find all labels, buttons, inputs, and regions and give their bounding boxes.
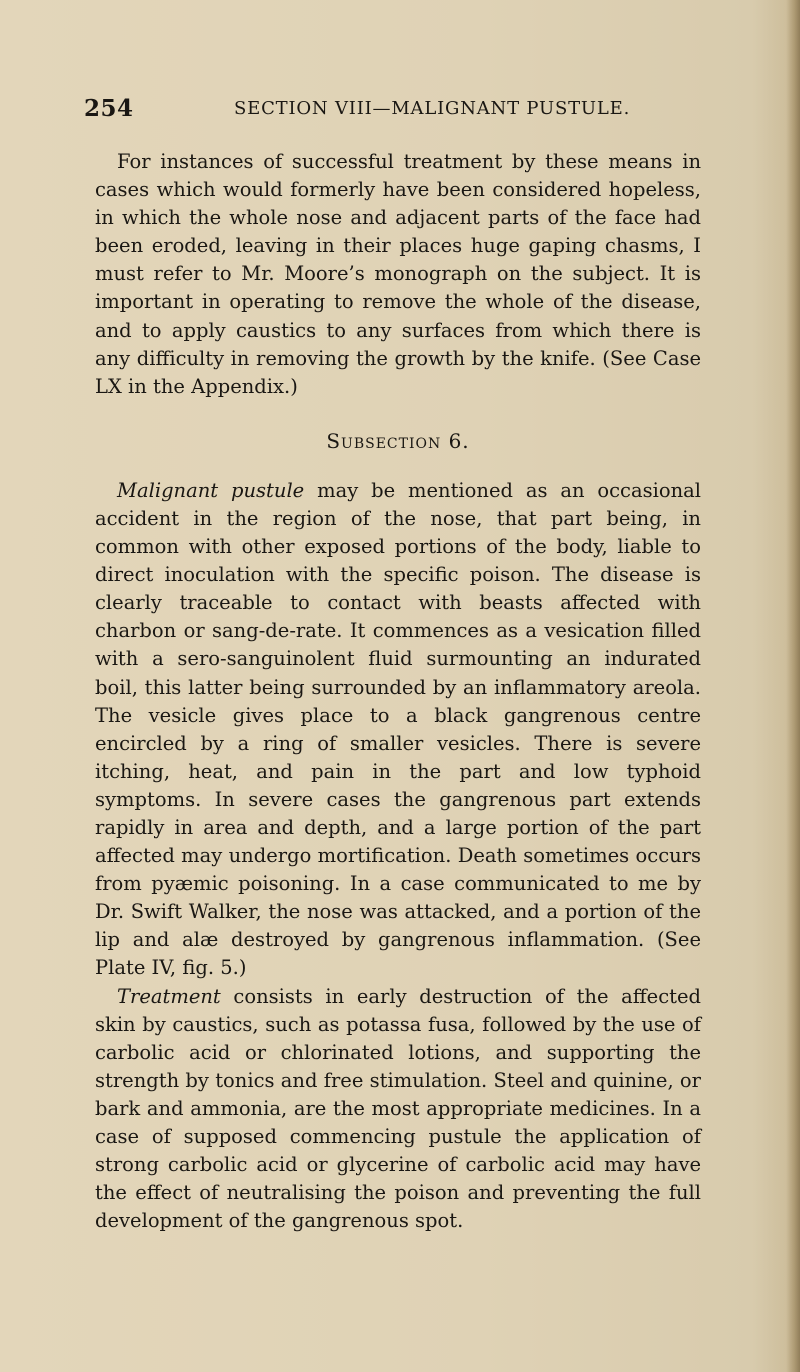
paragraph-malignant-pustule xyxy=(95,477,701,983)
page-number: 254 xyxy=(84,95,134,122)
italic-term-malignant-pustule: Malignant pustule xyxy=(117,478,305,502)
paragraph-treatment xyxy=(95,983,701,1236)
paragraph-treatment-text: consists in early destruction of the affected skin by caustics, such as potassa fusa, followed by the use of carbolic acid or chlorinated lotions, and supporting the strength by tonics and free stimulation. Steel and quinine, or bark and ammonia, are the most appropriate medicines. In a case of supposed commencing pustule the application of strong carbolic acid or glycerine of carbolic acid may have the effect of neutralising the poison and preventing the full development of the gangrenous spot. xyxy=(95,984,701,1233)
running-head xyxy=(84,95,644,131)
section-title: SECTION VIII—MALIGNANT PUSTULE. xyxy=(234,98,631,119)
page-edge-shadow xyxy=(786,0,800,1372)
paragraph-treatment-cases: For instances of successful treatment by these means in cases which would formerly have been considered hopeless, in which the whole nose and adjacent parts of the face had been eroded, leaving in their places huge gaping chasms, I must refer to Mr. Moore’s monograph on the subject. It is important in operating to remove the whole of the disease, and to apply caustics to any surfaces from which there is any difficulty in removing the growth by the knife. (See Case LX in the Appendix.) xyxy=(95,150,701,398)
subsection-heading: Subsection 6. xyxy=(326,428,470,453)
italic-term-treatment: Treatment xyxy=(117,984,221,1008)
body-text xyxy=(95,148,701,1235)
paragraph-malignant-pustule-text: may be mentioned as an occasional accident in the region of the nose, that part being, in common with other exposed portions of the body, liable to direct inoculation with the specific poison. The disease is clearly traceable to contact with beasts affected with charbon or sang-de-rate. It commences as a vesication filled with a sero-sanguinolent fluid surmounting an indurated boil, this latter being surrounded by an inflammatory areola. The vesicle gives place to a black gangrenous centre encircled by a ring of smaller vesicles. There is severe itching, heat, and pain in the part and low typhoid symptoms. In severe cases the gangrenous part extends rapidly in area and depth, and a large portion of the part affected may undergo mortification. Death sometimes occurs from pyæmic poisoning. In a case communicated to me by Dr. Swift Walker, the nose was attacked, and a portion of the lip and alæ destroyed by gangrenous inflammation. (See Plate IV, fig. 5.) xyxy=(95,478,701,980)
